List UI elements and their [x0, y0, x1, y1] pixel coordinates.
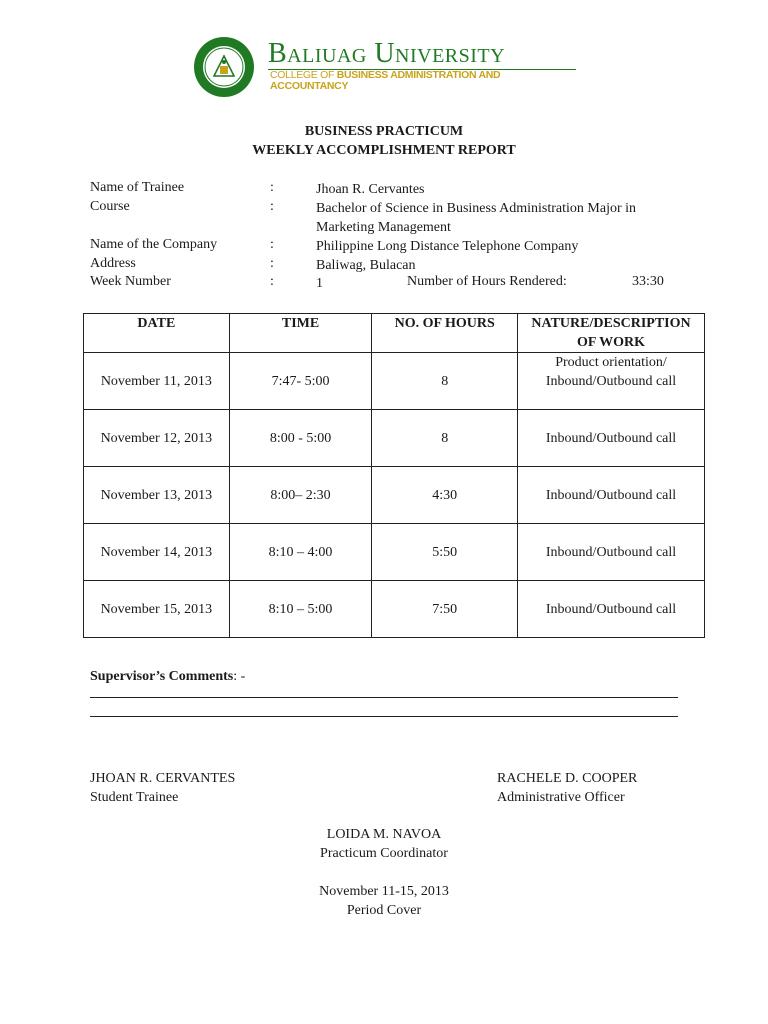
report-title-line1: BUSINESS PRACTICUM: [304, 124, 464, 139]
header-nature: NATURE/DESCRIPTION OF WORK: [518, 314, 705, 353]
cell-date: November 14, 2013: [84, 524, 230, 581]
trainee-colon: :: [270, 180, 274, 195]
header-time: TIME: [229, 314, 372, 353]
table-row: [84, 524, 705, 581]
trainee-name: JHOAN R. CERVANTES: [90, 771, 236, 786]
accomplishment-table: [83, 313, 705, 638]
officer-signature-block: [497, 769, 637, 807]
cell-nature: Inbound/Outbound call: [518, 410, 705, 467]
cell-time: 7:47- 5:00: [229, 353, 372, 410]
trainee-label: Name of Trainee: [90, 180, 185, 195]
table-header-row: [84, 314, 705, 353]
hours-rendered-value: 33:30: [632, 274, 664, 289]
cell-hours: 8: [372, 410, 518, 467]
cell-date: November 15, 2013: [84, 581, 230, 638]
cell-nature: Inbound/Outbound call: [518, 467, 705, 524]
trainee-signature-block: [90, 769, 235, 807]
week-colon: :: [270, 274, 274, 289]
cell-hours: 5:50: [372, 524, 518, 581]
nature-line2: Inbound/Outbound call: [545, 374, 677, 389]
comment-line[interactable]: [90, 716, 678, 717]
cell-hours: 7:50: [372, 581, 518, 638]
company-colon: :: [270, 237, 274, 252]
company-value: Philippine Long Distance Telephone Company: [316, 239, 579, 254]
table-row: [84, 581, 705, 638]
university-name: Baliuag University: [268, 38, 506, 69]
cell-nature: Inbound/Outbound call: [518, 581, 705, 638]
college-name: [270, 70, 570, 92]
officer-name: RACHELE D. COOPER: [497, 771, 638, 786]
company-label: Name of the Company: [90, 237, 218, 252]
header-date: DATE: [84, 314, 230, 353]
cell-nature: Inbound/Outbound call: [518, 524, 705, 581]
table-row: [84, 353, 705, 410]
hours-rendered-label: Number of Hours Rendered:: [407, 274, 567, 289]
cell-time: 8:10 – 5:00: [229, 581, 372, 638]
address-value: Baliwag, Bulacan: [316, 258, 416, 273]
cell-hours: 8: [372, 353, 518, 410]
period-block: [0, 882, 768, 920]
coordinator-name: LOIDA M. NAVOA: [326, 827, 442, 842]
cell-time: 8:10 – 4:00: [229, 524, 372, 581]
header-hours: NO. OF HOURS: [372, 314, 518, 353]
university-seal-logo: [193, 36, 255, 98]
nature-line1: Product orientation/: [555, 355, 667, 370]
cell-date: November 11, 2013: [84, 353, 230, 410]
officer-role: Administrative Officer: [497, 790, 625, 805]
period-dates: November 11-15, 2013: [319, 884, 449, 899]
cell-date: November 13, 2013: [84, 467, 230, 524]
period-label: Period Cover: [346, 903, 422, 918]
address-label: Address: [90, 256, 136, 271]
week-value: 1: [316, 276, 323, 291]
cell-date: November 12, 2013: [84, 410, 230, 467]
week-label: Week Number: [90, 274, 171, 289]
comments-label-suffix: : -: [233, 669, 246, 684]
address-colon: :: [270, 256, 274, 271]
course-value: Bachelor of Science in Business Administration Major in Marketing Management: [316, 201, 637, 235]
comments-label-text: Supervisor’s Comments: [90, 669, 234, 684]
college-rest: BUSINESS ADMINISTRATION AND ACCOUNTANCY: [270, 69, 501, 92]
cell-nature: [518, 353, 705, 410]
coordinator-signature-block: [0, 825, 768, 863]
supervisor-comments-label: [90, 669, 245, 685]
comment-line[interactable]: [90, 697, 678, 698]
trainee-role: Student Trainee: [90, 790, 179, 805]
coordinator-role: Practicum Coordinator: [320, 846, 448, 861]
trainee-value: Jhoan R. Cervantes: [316, 182, 425, 197]
cell-time: 8:00– 2:30: [229, 467, 372, 524]
college-prefix: COLLEGE OF: [270, 69, 335, 81]
cell-time: 8:00 - 5:00: [229, 410, 372, 467]
course-label: Course: [90, 199, 130, 214]
table-row: [84, 410, 705, 467]
cell-hours: 4:30: [372, 467, 518, 524]
report-title-line2: WEEKLY ACCOMPLISHMENT REPORT: [252, 143, 516, 158]
table-row: [84, 467, 705, 524]
course-colon: :: [270, 199, 274, 214]
